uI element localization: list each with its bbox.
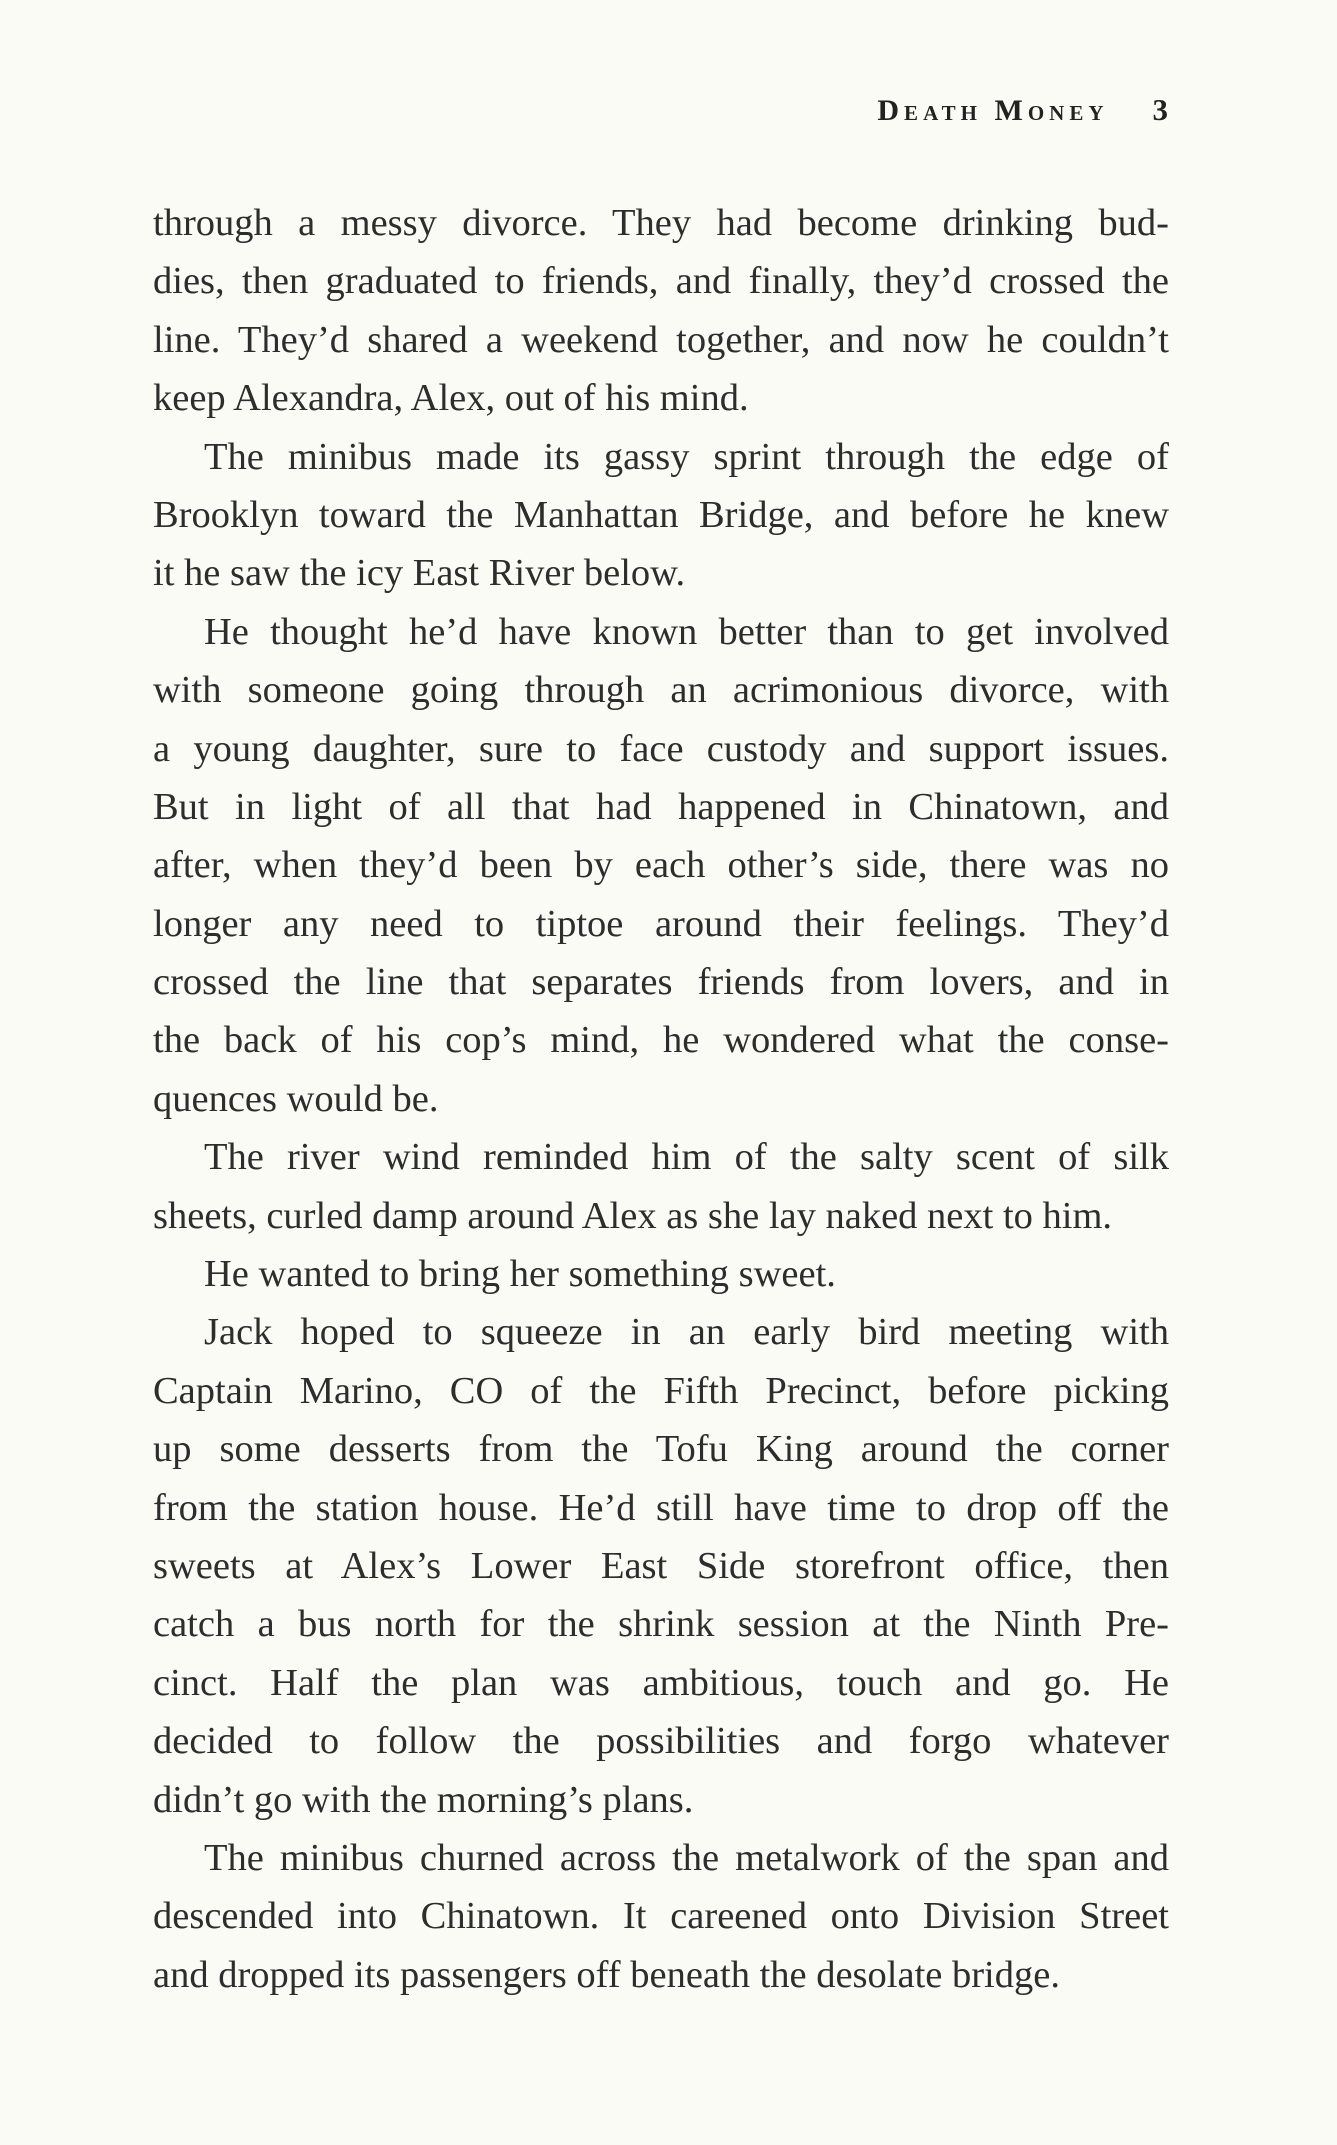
text-line: after, when they’d been by each other’s side, there was no — [153, 844, 1169, 887]
text-line: didn’t go with the morning’s plans. — [153, 1778, 694, 1821]
text-line: The river wind reminded him of the salty scent of silk — [204, 1136, 1169, 1179]
text-line: sweets at Alex’s Lower East Side storefront office, then — [153, 1544, 1169, 1587]
text-line: dies, then graduated to friends, and finally, they’d crossed the — [153, 260, 1169, 303]
paragraph-5 — [153, 1245, 1169, 1303]
text-line: the back of his cop’s mind, he wondered what the conse- — [153, 1019, 1169, 1062]
text-line: sheets, curled damp around Alex as she lay naked next to him. — [153, 1194, 1113, 1237]
text-line: The minibus made its gassy sprint through the edge of — [204, 435, 1169, 478]
text-line: Brooklyn toward the Manhattan Bridge, and before he knew — [153, 493, 1169, 536]
text-line: Captain Marino, CO of the Fifth Precinct, before picking — [153, 1369, 1169, 1412]
text-line: through a messy divorce. They had become drinking bud- — [153, 202, 1169, 244]
paragraph-6 — [153, 1303, 1169, 1829]
page-number: 3 — [1152, 92, 1168, 127]
text-line: up some desserts from the Tofu King around the corner — [153, 1428, 1169, 1471]
text-line: cinct. Half the plan was ambitious, touch and go. He — [153, 1661, 1169, 1704]
paragraph-1 — [153, 194, 1169, 428]
text-line: crossed the line that separates friends from lovers, and in — [153, 961, 1169, 1004]
text-line: He wanted to bring her something sweet. — [204, 1253, 836, 1296]
text-line: line. They’d shared a weekend together, and now he couldn’t — [153, 318, 1169, 361]
text-line: Jack hoped to squeeze in an early bird meeting with — [204, 1311, 1169, 1354]
paragraph-4 — [153, 1128, 1169, 1245]
text-line: a young daughter, sure to face custody and support issues. — [153, 727, 1169, 770]
text-line: keep Alexandra, Alex, out of his mind. — [153, 377, 749, 420]
text-line: longer any need to tiptoe around their feelings. They’d — [153, 902, 1169, 945]
text-line: catch a bus north for the shrink session at the Ninth Pre- — [153, 1603, 1169, 1646]
paragraph-3 — [153, 603, 1169, 1129]
text-line: and dropped its passengers off beneath the desolate bridge. — [153, 1953, 1060, 1996]
text-line: from the station house. He’d still have time to drop off the — [153, 1486, 1169, 1529]
text-line: it he saw the icy East River below. — [153, 552, 686, 595]
text-line: descended into Chinatown. It careened onto Division Street — [153, 1895, 1169, 1938]
running-title: Death Money — [877, 94, 1109, 127]
text-line: He thought he’d have known better than to get involved — [204, 610, 1169, 653]
text-line: But in light of all that had happened in Chinatown, and — [153, 785, 1169, 828]
running-header — [877, 92, 1168, 128]
paragraph-7 — [153, 1829, 1169, 2004]
paragraph-2 — [153, 428, 1169, 603]
text-line: decided to follow the possibilities and forgo whatever — [153, 1720, 1169, 1763]
text-line: with someone going through an acrimonious divorce, with — [153, 669, 1169, 712]
body-text — [153, 194, 1169, 2004]
text-line: The minibus churned across the metalwork of the span and — [204, 1836, 1169, 1879]
text-line: quences would be. — [153, 1077, 439, 1120]
